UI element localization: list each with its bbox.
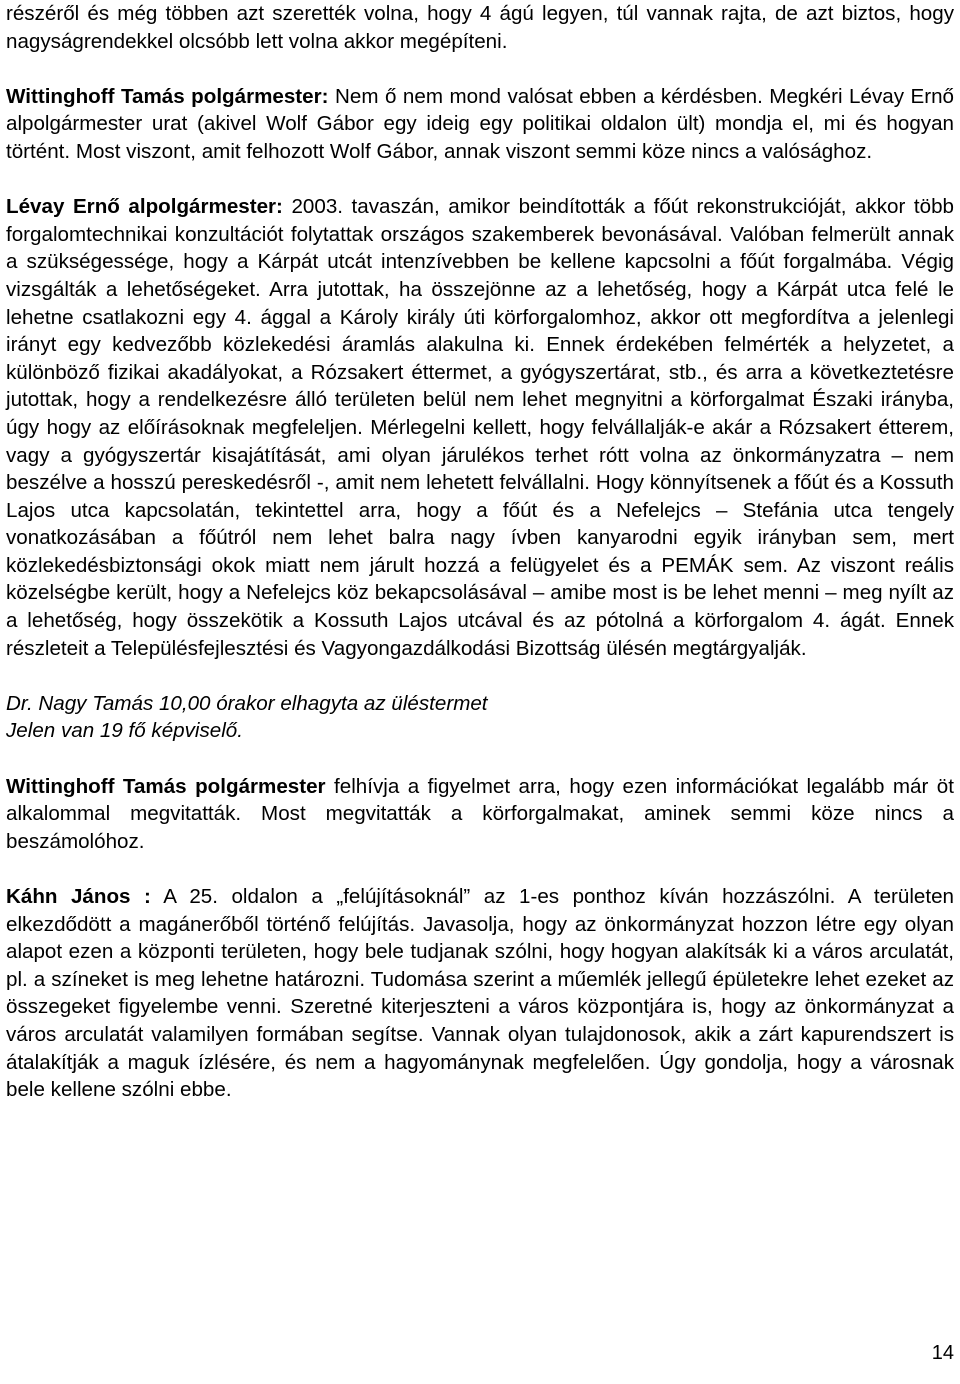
speaker-label: Wittinghoff Tamás polgármester bbox=[6, 774, 326, 798]
paragraph-mayor-response bbox=[6, 83, 954, 166]
paragraph-mayor-remark bbox=[6, 773, 954, 856]
paragraph-continuation: részéről és még többen azt szerették volna, hogy 4 ágú legyen, túl vannak rajta, de azt biztos, hogy nagyságrendekkel olcsóbb lett volna akkor megépíteni. bbox=[6, 2, 954, 53]
page-number: 14 bbox=[931, 1342, 954, 1364]
paragraph-text: felhívja a figyelmet arra, hogy ezen információkat legalább már öt alkalommal megvitatták. Most megvitatták a körforgalmakat, aminek semmi köze nincs a beszámolóhoz. bbox=[6, 774, 954, 853]
speaker-label: Káhn János : bbox=[6, 885, 151, 908]
paragraph-text: Nem ő nem mond valósat ebben a kérdésben. Megkéri Lévay Ernő alpolgármester urat (akivel Wolf Gábor egy ideig egy politikai oldalon ült) mondja el, mi és hogyan történt. Most viszont, amit felhozott Wolf Gábor, annak viszont semmi köze nincs a valósághoz. bbox=[6, 84, 954, 163]
attendance-note-2: Jelen van 19 fő képviselő. bbox=[6, 719, 243, 743]
paragraph-kahn bbox=[6, 883, 954, 1104]
speaker-label: Lévay Ernő alpolgármester: bbox=[6, 195, 283, 219]
attendance-note-1: Dr. Nagy Tamás 10,00 órakor elhagyta az üléstermet bbox=[6, 691, 488, 715]
speaker-label: Wittinghoff Tamás polgármester: bbox=[6, 84, 329, 108]
paragraph-text: 2003. tavaszán, amikor beindították a főút rekonstrukcióját, akkor több forgalomtechnikai konzultációt folytattak országos szakemberek bevonásával. Valóban felmerült annak a szükségessége, hogy a Kárpát utcát intenzívebben be kellene kapcsolni a főút forgalmába. Végig vizsgálták a lehetőségeket. Arra jutottak, ha összejönne az a lehetőség, hogy a Kárpát utca felé le lehetne csatlakozni egy 4. ággal a Károly király úti körforgalomhoz, akkor ott megfordítva a jelenlegi irányt egy kedvezőbb közlekedési áramlás alakulna ki. Ennek érdekében felmérték a helyzetet, a különböző fizikai akadályokat, a Rózsakert éttermet, a gyógyszertárat, stb., és arra a következtetésre jutottak, hogy a rendelkezésre álló területen belül nem lehet megnyitni a körforgalmat Északi irányba, úgy hogy az előírásoknak megfeleljen. Mérlegelni kellett, hogy felvállalják-e akár a Rózsakert étterem, vagy a gyógyszertár kisajátítását, ami olyan járulékos terhet rótt volna az önkormányzatra – nem beszélve a hosszú pereskedésről -, amit nem lehetett felvállalni. Hogy könnyítsenek a főút és a Kossuth Lajos utca kapcsolatán, tekintettel arra, hogy a főút és a Nefelejcs – Stefánia utca tengely vonatkozásában a főútról nem lehet balra nagy ívben kanyarodni egyik irányban sem, mert közlekedésbiztonsági okok miatt nem járult hozzá a felügyelet és a PEMÁK sem. Az viszont reális közelségbe került, hogy a Nefelejcs köz bekapcsolásával – amibe most is be lehet menni – meg nyílt az a lehetőség, hogy összekötik a Kossuth Lajos utcával és az pótolná a körforgalom 4. ágát. Ennek részleteit a Településfejlesztési és Vagyongazdálkodási Bizottság ülésén megtárgyalják. bbox=[6, 195, 954, 660]
paragraph-deputy-mayor bbox=[6, 193, 954, 662]
document-page bbox=[6, 0, 954, 1104]
paragraph-text: A 25. oldalon a „felújításoknál” az 1-es ponthoz kíván hozzászólni. A területen elkezdődött a magánerőből történő felújítás. Javasolja, hogy az önkormányzat hozzon létre egy olyan alapot ezen a központi területen, hogy bele tudjanak szólni, hogy hogyan alakítsák ki a város arculatát, pl. a színeket is meg lehetne határozni. Tudomása szerint a műemlék jellegű épületekre lehet ezeket az összegeket figyelembe venni. Szeretné kiterjeszteni a város központjára is, hogy az önkormányzat a város arculatát valamilyen formában segítse. Vannak olyan tulajdonosok, akik a zárt kapurendszert is átalakítják a maguk ízlésére, és nem a hagyománynak megfelelően. Úgy gondolja, hogy a városnak bele kellene szólni ebbe. bbox=[6, 885, 954, 1102]
